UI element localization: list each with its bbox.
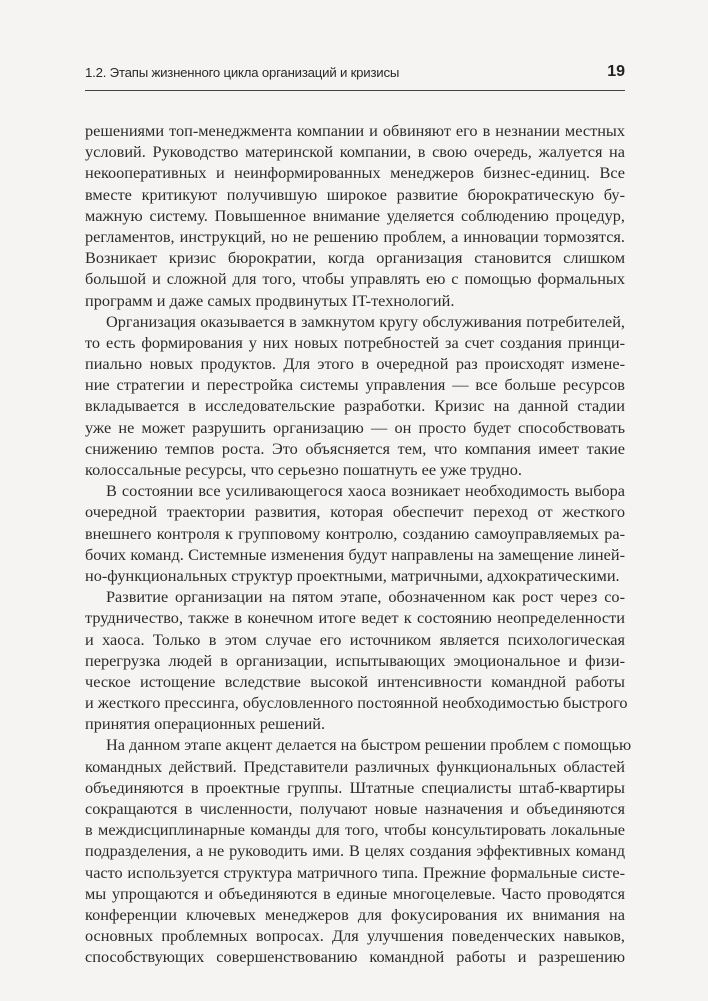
text-line: перегрузка людей в организации, испытывающих эмоциональное и физи-	[85, 650, 625, 670]
body-text	[85, 120, 632, 968]
text-line: вкладывается в исследовательские разработки. Кризис на данной стадии	[85, 396, 625, 416]
text-line: подразделения, а не руководить ими. В целях создания эффективных команд	[85, 841, 625, 861]
paragraph	[85, 586, 628, 734]
paragraph	[85, 120, 625, 311]
text-line: внешнего контроля к групповому контролю, созданию самоуправляемых ра-	[85, 523, 625, 543]
text-line: и хаоса. Только в этом случае его источником является психологическая	[85, 629, 625, 649]
header-divider	[85, 90, 625, 91]
text-line: Организация оказывается в замкнутом кругу обслуживания потребителей,	[106, 311, 625, 331]
page-number: 19	[607, 63, 625, 80]
text-line: большой и сложной для того, чтобы управлять ею с помощью формальных	[85, 269, 625, 289]
text-line: пиально новых продуктов. Для этого в очередной раз происходят измене-	[85, 354, 625, 374]
text-line: вместе критикуют получившую широкое развитие бюрократическую бу-	[85, 184, 625, 204]
text-line: конференции ключевых менеджеров для фокусирования их внимания на	[85, 904, 625, 924]
text-line: ние стратегии и перестройка системы управления — все больше ресурсов	[85, 375, 625, 395]
text-line: способствующих совершенствованию командной работы и разрешению	[85, 947, 625, 967]
text-line: очередной траектории развития, которая обеспечит переход от жесткого	[85, 502, 625, 522]
paragraph	[85, 480, 625, 586]
text-line: сокращаются в численности, получают новые назначения и объединяются	[85, 799, 625, 818]
text-line: мажную систему. Повышенное внимание уделяется соблюдению процедур,	[85, 205, 625, 225]
text-line: и жесткого прессинга, обусловленного постоянной необходимостью быстрого	[85, 693, 628, 713]
text-line: трудничество, также в конечном итоге ведет к состоянию неопределенности	[85, 608, 625, 628]
text-line: колоссальные ресурсы, что серьезно пошатнуть ее уже трудно.	[85, 460, 522, 479]
text-line: уже не может разрушить организацию — он просто будет способствовать	[85, 417, 625, 437]
text-line: В состоянии все усиливающегося хаоса возникает необходимость выбора	[106, 481, 625, 501]
text-line: ческое истощение вследствие высокой интенсивности командной работы	[85, 671, 625, 691]
text-line: бочих команд. Системные изменения будут направлены на замещение линей-	[85, 544, 625, 564]
paragraph	[85, 311, 625, 481]
text-line: Возникает кризис бюрократии, когда организация становится слишком	[85, 248, 625, 268]
text-line: часто используется структура матричного типа. Прежние формальные систе-	[85, 862, 625, 882]
text-line: снижению темпов роста. Это объясняется тем, что компания имеет такие	[85, 438, 625, 458]
text-line: основных проблемных вопросах. Для улучшения поведенческих навыков,	[85, 926, 625, 946]
section-title: 1.2. Этапы жизненного цикла организаций и кризисы	[85, 65, 400, 80]
text-line: принятия операционных решений.	[85, 714, 326, 734]
text-line: но-функциональных структур проектными, матричными, адхократическими.	[85, 565, 620, 585]
paragraph	[85, 734, 632, 967]
text-line: Развитие организации на пятом этапе, обозначенном как рост через со-	[106, 587, 625, 607]
text-line: программ и даже самых продвинутых IT-технологий.	[85, 290, 455, 310]
text-line: мы упрощаются и объединяются в единые многоцелевые. Часто проводятся	[85, 883, 625, 903]
text-line: в междисциплинарные команды для того, чтобы консультировать локальные	[85, 820, 625, 840]
text-line: регламентов, инструкций, но не решению проблем, а инновации тормозятся.	[85, 226, 625, 246]
text-line: то есть формирования у них новых потребностей за счет создания принци-	[85, 332, 625, 352]
text-line: решениями топ-менеджмента компании и обвиняют его в незнании местных	[85, 121, 625, 140]
text-line: объединяются в проектные группы. Штатные специалисты штаб-квартиры	[85, 777, 625, 797]
text-line: некооперативных и неинформированных менеджеров бизнес-единиц. Все	[85, 163, 625, 183]
running-header	[85, 63, 625, 85]
text-line: условий. Руководство материнской компании, в свою очередь, жалуется на	[85, 142, 625, 162]
text-line: командных действий. Представители различных функциональных областей	[85, 756, 625, 776]
text-line: На данном этапе акцент делается на быстром решении проблем с помощью	[106, 735, 632, 755]
